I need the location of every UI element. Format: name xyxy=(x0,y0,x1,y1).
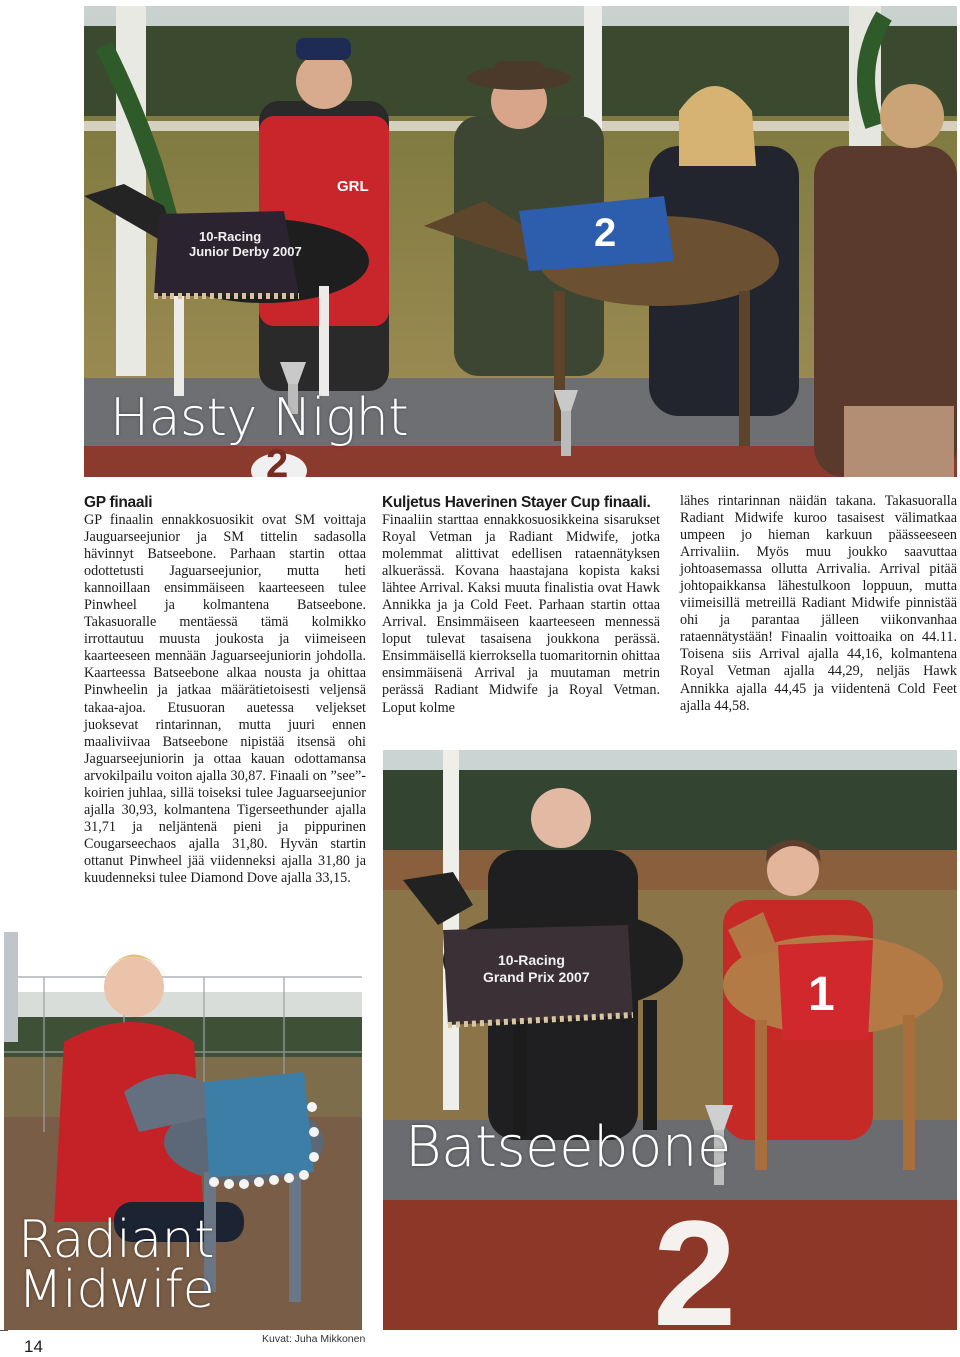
caption-line-radiant: Radiant xyxy=(18,1210,215,1270)
photo-credit: Kuvat: Juha Mikkonen xyxy=(262,1333,366,1345)
vest-logo: GRL xyxy=(337,178,369,195)
race-number-top: 2 xyxy=(594,211,617,255)
footer-rule xyxy=(0,1330,8,1331)
paragraph-stayer-cup-continued: lähes rintarinnan näidän takana. Takasuoralla Radiant Midwife kuroo tasaisest välimatkaa umpeen jo hieman karkuun päässeeseen Arrivaliin. Myös muu joukko saavuttaa johtoasemassa ollutta Arrivalia. Arrival pitää johtopaikkansa lähestulkoon loppuun, mutta viimeisillä metreillä Radiant Midwife pinnistää ohi ja parantaa jälleen viikonvanhaa rataennätystään! Finaalin voittoaika on 44.11. Toisena siis Arrival ajalla 44,16, kolmantena Royal Vetman ajalla 44,29, neljäs Hawk Annikka ajalla 44,45 ja viidentenä Cold Feet ajalla 44,58. xyxy=(680,493,957,714)
article-column-1 xyxy=(84,493,366,887)
podium-number-batseebone: 2 xyxy=(653,1189,737,1330)
podium-number: 2 xyxy=(266,442,289,477)
page-number: 14 xyxy=(24,1337,43,1356)
photo-caption-hasty-night: Hasty Night xyxy=(110,388,409,448)
photo-caption-batseebone: Batseebone xyxy=(405,1115,731,1180)
article-column-3 xyxy=(680,493,957,715)
photo-batseebone-image xyxy=(383,750,957,1330)
caption-line-midwife: Midwife xyxy=(18,1260,215,1320)
race-number-batseebone: 1 xyxy=(808,968,835,1021)
blanket-text-batseebone: 10-Racing Grand Prix 2007 xyxy=(483,952,590,985)
photo-caption-radiant-midwife xyxy=(18,1210,215,1320)
heading-stayer-cup: Kuljetus Haverinen Stayer Cup finaali. xyxy=(382,494,651,511)
photo-batseebone xyxy=(383,750,957,1330)
article-column-2 xyxy=(382,493,660,717)
heading-gp-finaali: GP finaali xyxy=(84,494,153,511)
paragraph-stayer-cup: Finaaliin starttaa ennakkosuosikkeina sisarukset Royal Vetman ja Radiant Midwife, jotka molemmat alittivat edellisen rataennätyksen alkuerässä. Kovana haastajana kopista kaksi lähtee Arrival. Kaksi muuta finalistia ovat Hawk Annikka ja ja Cold Feet. Parhaan startin ottaa Arrival. Ensimmäiseen kaarteeseen mennessä loput tulevat tasaisena joukkona perässä. Ensimmäisellä kierroksella tuomaritornin ohittaa ensimmäisenä Arrival ja muutaman metrin perässä Radiant Midwife ja Royal Vetman. Loput kolme xyxy=(382,512,660,716)
blanket-text-top: 10-Racing Junior Derby 2007 xyxy=(189,229,302,259)
paragraph-gp-finaali: GP finaalin ennakkosuosikit ovat SM voittaja Jauguarseejunior ja SM tittelin sadasolla hävinnyt Batseebone. Parhaan startin ottaa odottetusti Jaguarseejunior, mutta heti kannoillaan ensimmäiseen kaarteeseen tulee Pinwheel ja kolmantena Batseebone. Takasuoralle mentäessä tämä kolmikko irrottautuu muusta joukosta ja viimeiseen kaarteeseen mennään Jaguarseejuniorin johdolla. Kaarteessa Batseebone alkaa nousta ja ohittaa Pinwheelin ja jatkaa määrätietoisesti veljensä takaa-ajoa. Etusuoran auetessa veljekset juoksevat rintarinnan, mutta juuri ennen maaliviivaa Batseebone nipistää itsensä ohi Jaguarseejuniorin ja ottaa kauan odottamansa arvokilpailu voiton ajalla 30,87. Finaali on ”see”- koirien juhlaa, sillä toiseksi tulee Jaguarseejunior ajalla 30,93, kolmantena Tigerseethunder ajalla 31,71 ja neljäntenä pieni ja pippurinen Cougarseechaos ajalla 31,80. Hyvän startin ottanut Pinwheel jää viidenneksi ajalla 31,80 ja kuudenneksi tulee Diamond Dove ajalla 33,15. xyxy=(84,512,366,886)
